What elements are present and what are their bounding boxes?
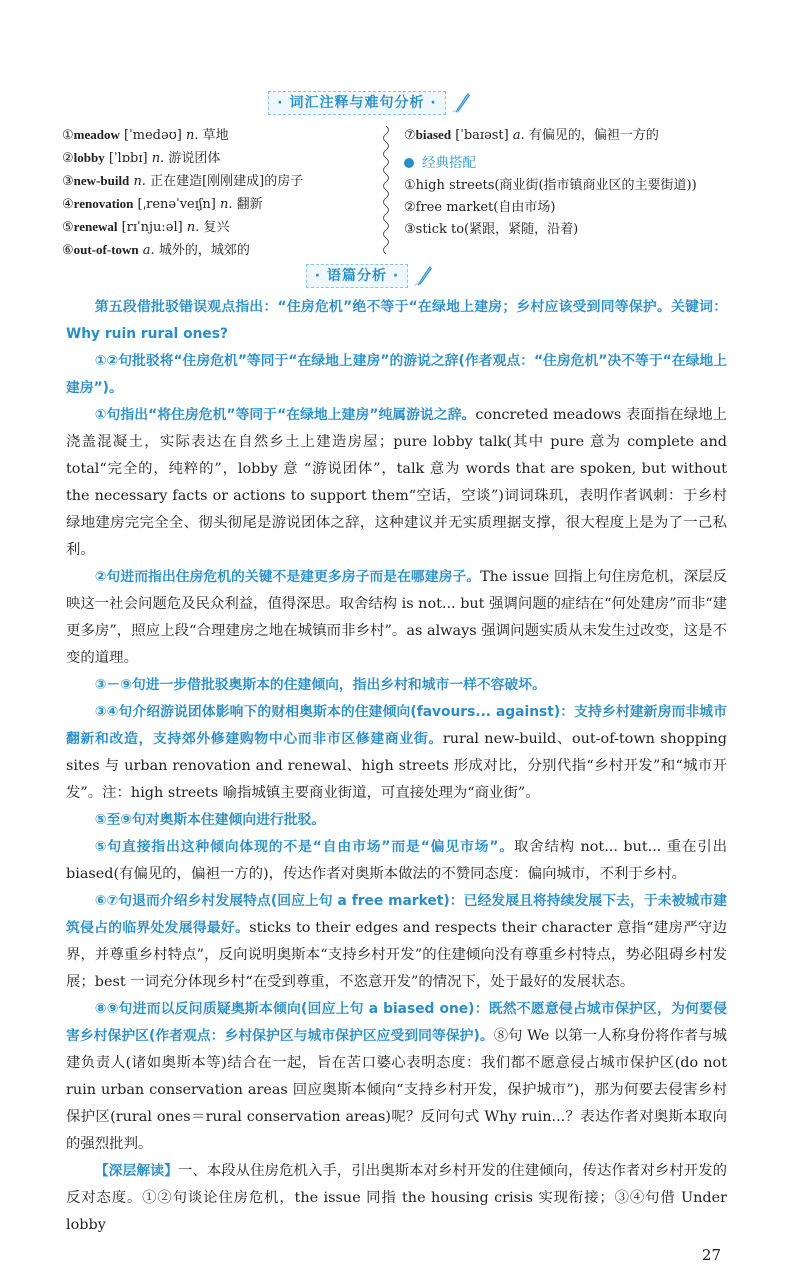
highlight-text: ①②句批驳将“住房危机”等同于“在绿地上建房”的游说之辞(作者观点：“住房危机”决不等于“在绿地上建房”)。 bbox=[66, 353, 727, 396]
analysis-paragraph bbox=[66, 402, 727, 564]
body-text: sticks to their edges and respects their character 意指“建房严守边界，并尊重乡村特点”，反向说明奥斯本“支持乡村开发”的住建倾向没有尊重乡村特点，势必阻碍乡村发展；best 一词充分体现乡村“在受到尊重，不恣意开发”的情况下，处于最好的发展状态。 bbox=[66, 920, 727, 990]
body-text: concreted meadows 表面指在绿地上浇盖混凝土，实际表达在自然乡土上建造房屋；pure lobby talk(其中 pure 意为 complete and total“完全的，纯粹的”，lobby 意 “游说团体”，talk 意为 words that are spoken, but without the necessary facts or actions to support them“空话，空谈”)词词珠玑，表明作者讽刺：于乡村绿地建房完完全全、彻头彻尾是游说团体之辞，这种建议并无实质理据支撑，很大程度上是为了一己私利。 bbox=[66, 407, 727, 558]
vocab-meaning: 翻新 bbox=[232, 197, 263, 212]
collocations-heading: 经典搭配 bbox=[404, 151, 697, 175]
vocab-num: ⑥ bbox=[62, 243, 74, 258]
vocab-phon: [ˈmedəʊ] bbox=[119, 128, 186, 143]
analysis-paragraph bbox=[66, 699, 727, 807]
collocation-item: ①high streets(商业街(指市镇商业区的主要街道)) bbox=[404, 178, 697, 193]
vocab-num: ⑦ bbox=[404, 128, 416, 143]
vocab-word: biased bbox=[415, 127, 452, 142]
vocab-num: ⑤ bbox=[62, 220, 74, 235]
vocab-meaning: 草地 bbox=[198, 128, 229, 143]
vocab-item bbox=[62, 239, 303, 262]
analysis-paragraph bbox=[66, 888, 727, 996]
vocab-item bbox=[62, 193, 303, 216]
vocab-pos: a. bbox=[512, 128, 525, 143]
vocab-word: renewal bbox=[73, 219, 118, 234]
vocab-item bbox=[62, 124, 303, 147]
highlight-text: 第五段借批驳错误观点指出：“住房危机”绝不等于“在绿地上建房；乡村应该受到同等保护。关键词：Why ruin rural ones? bbox=[66, 299, 727, 342]
bullet-icon bbox=[404, 158, 414, 168]
vocab-word: renovation bbox=[73, 196, 134, 211]
body-text: 取舍结构 not... but... 重在引出 biased(有偏见的，偏袒一方的)，传达作者对奥斯本做法的不赞同态度：偏向城市，不利于乡村。 bbox=[66, 839, 728, 882]
vocab-num: ② bbox=[62, 151, 74, 166]
analysis-paragraph bbox=[66, 1158, 727, 1239]
analysis-paragraph bbox=[66, 294, 727, 348]
highlight-text: ⑤句直接指出这种倾向体现的不是“自由市场”而是“偏见市场”。 bbox=[94, 839, 514, 855]
analysis-paragraph bbox=[66, 348, 727, 402]
vocab-num: ③ bbox=[62, 174, 74, 189]
highlight-text: 【深层解读】 bbox=[94, 1163, 178, 1179]
vocab-item bbox=[62, 216, 303, 239]
analysis-body bbox=[66, 294, 727, 1265]
collocation-item: ③stick to(紧跟，紧随，沿着) bbox=[404, 222, 579, 237]
page-number: 27 bbox=[701, 1246, 721, 1264]
vocab-item bbox=[62, 170, 303, 193]
vocab-meaning: 有偏见的，偏袒一方的 bbox=[524, 128, 659, 143]
vocab-pos: n. bbox=[185, 128, 199, 143]
vocab-phon: [rɪˈnjuːəl] bbox=[117, 220, 187, 235]
body-text: The issue 回指上句住房危机，深层反映这一社会问题危及民众利益，值得深思。取舍结构 is not... but 强调问题的症结在“何处建房”而非“建更多房”，照应上段“合理建房之地在城镇而非乡村”。as always 强调问题实质从未发生过改变，这是不变的道理。 bbox=[66, 569, 727, 666]
vocab-pos: n. bbox=[151, 151, 165, 166]
analysis-paragraph bbox=[66, 807, 727, 834]
highlight-text: ①句指出“将住房危机”等同于“在绿地上建房”纯属游说之辞。 bbox=[94, 407, 476, 423]
highlight-text: ⑤至⑨句对奥斯本住建倾向进行批驳。 bbox=[94, 812, 326, 828]
vocab-num: ④ bbox=[62, 197, 74, 212]
vocab-phon: [ˈlɒbɪ] bbox=[104, 151, 152, 166]
vocab-meaning: 正在建造[刚刚建成]的房子 bbox=[145, 174, 304, 189]
highlight-text: ③－⑨句进一步借批驳奥斯本的住建倾向，指出乡村和城市一样不容破坏。 bbox=[94, 677, 546, 693]
vocab-item bbox=[404, 124, 697, 147]
vocab-word: out-of-town bbox=[73, 242, 139, 257]
highlight-text: ②句进而指出住房危机的关键不是建更多房子而是在哪建房子。 bbox=[94, 569, 481, 585]
pen-icon bbox=[412, 265, 434, 287]
highlight-text: ③④句介绍游说团体影响下的财相奥斯本的住建倾向(favours... against)：支持乡村建新房而非城市翻新和改造，支持郊外修建购物中心而非市区修建商业街。 bbox=[66, 704, 727, 747]
analysis-paragraph bbox=[66, 564, 727, 672]
collocation-item: ②free market(自由市场) bbox=[404, 200, 556, 215]
pen-icon bbox=[450, 92, 472, 114]
vocab-word: lobby bbox=[73, 150, 105, 165]
vocab-num: ① bbox=[62, 128, 74, 143]
vocab-list-left bbox=[62, 124, 303, 262]
highlight-text: ⑧⑨句进而以反问质疑奥斯本倾向(回应上句 a biased one)：既然不愿意侵占城市保护区，为何要侵害乡村保护区(作者观点：乡村保护区与城市保护区应受到同等保护)。 bbox=[66, 1001, 727, 1044]
analysis-paragraph bbox=[66, 834, 727, 888]
highlight-text: ⑥⑦句退而介绍乡村发展特点(回应上句 a free market)：已经发展且将持续发展下去，于未被城市建筑侵占的临界处发展得最好。 bbox=[66, 893, 727, 936]
analysis-section-title: · 语篇分析 · bbox=[0, 263, 740, 289]
vocab-pos: n. bbox=[133, 174, 146, 189]
vocab-meaning: 游说团体 bbox=[164, 151, 221, 166]
vocab-phon: [ˌrenəˈveɪʃn] bbox=[133, 197, 221, 212]
body-text: ⑧句 We 以第一人称身份将作者与城建负责人(诸如奥斯本等)结合在一起，旨在苦口婆心表明态度：我们都不愿意侵占城市保护区(do not ruin urban conservation areas 回应奥斯本倾向“支持乡村开发，保护城市”)，那为何要去侵害乡村保护区(rural ones＝rural conservation areas)呢？反问句式 Why ruin...？表达作者对奥斯本取向的强烈批判。 bbox=[66, 1028, 727, 1152]
wavy-divider bbox=[380, 126, 392, 254]
body-text: rural new-build、out-of-town shopping sites 与 urban renovation and renewal、high streets 形成对比，分别代指“乡村开发”和“城市开发”。注：high streets 喻指城镇主要商业街道，可直接处理为“商业街”。 bbox=[66, 731, 727, 801]
vocab-word: meadow bbox=[73, 127, 120, 142]
analysis-paragraph bbox=[66, 672, 727, 699]
vocab-item bbox=[62, 147, 303, 170]
vocab-section-title: · 词汇注释与难句分析 · bbox=[0, 90, 740, 116]
vocab-pos: a. bbox=[142, 243, 155, 258]
body-text: 一、本段从住房危机入手，引出奥斯本对乡村开发的住建倾向，传达作者对乡村开发的反对态度。①②句谈论住房危机，the issue 同指 the housing crisis 实现衔接；③④句借 Under lobby bbox=[66, 1163, 727, 1233]
vocab-phon: [ˈbaɪəst] bbox=[451, 128, 513, 143]
analysis-paragraph bbox=[66, 996, 727, 1158]
vocab-pos: n. bbox=[220, 197, 233, 212]
vocab-meaning: 复兴 bbox=[199, 220, 230, 235]
vocab-list-right bbox=[404, 124, 697, 241]
vocab-word: new-build bbox=[73, 173, 130, 188]
vocab-pos: n. bbox=[186, 220, 200, 235]
vocab-meaning: 城外的，城郊的 bbox=[154, 243, 250, 258]
